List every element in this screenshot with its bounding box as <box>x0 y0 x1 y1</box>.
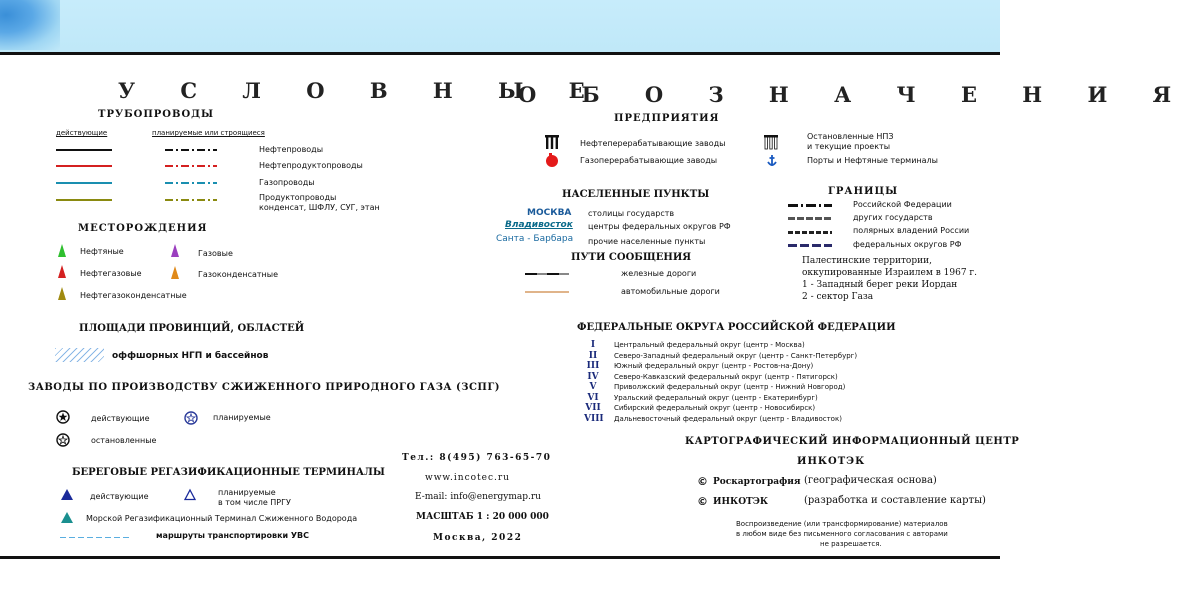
federal-district-number: VII <box>585 403 601 413</box>
oil-gas-condensate-deposit-label: Нефтегазоконденсатные <box>80 291 187 300</box>
oil-gas-deposit-label: Нефтегазовые <box>80 269 142 278</box>
product-pipeline-label: Нефтепродуктопроводы <box>259 161 363 170</box>
federal-district-border-label: федеральных округов РФ <box>853 240 962 249</box>
settlements-title: НАСЕЛЕННЫЕ ПУНКТЫ <box>562 189 710 200</box>
federal-district-label: Северо-Кавказский федеральный округ (центр - Пятигорск) <box>614 372 838 381</box>
federal-district-label: Южный федеральный округ (центр - Ростов-на-Дону) <box>614 362 814 370</box>
org1-name: Роскартография <box>713 477 801 487</box>
gas-pipeline-label: Газопроводы <box>259 178 315 187</box>
terminal-active-label: действующие <box>90 492 149 501</box>
scale: МАСШТАБ 1 : 20 000 000 <box>416 512 549 522</box>
org1-role: (географическая основа) <box>804 475 937 486</box>
routes-line <box>60 537 130 538</box>
federal-district-label: Центральный федеральный округ (центр - Москва) <box>614 341 805 349</box>
lng-stopped-icon <box>56 433 70 447</box>
federal-district-label: Дальневосточный федеральный округ (центр - Владивосток) <box>614 414 842 423</box>
bottom-border-line <box>0 556 1000 559</box>
gas-deposit-label: Газовые <box>198 249 233 258</box>
railway-label: железные дороги <box>621 269 697 278</box>
port-label: Порты и Нефтяные терминалы <box>807 156 938 165</box>
products-pipeline-planned-line <box>165 199 217 201</box>
email[interactable]: E-mail: info@energymap.ru <box>415 492 541 502</box>
deposits-title: МЕСТОРОЖДЕНИЯ <box>78 223 208 234</box>
products-pipeline-line <box>56 199 112 201</box>
lng-active-icon <box>56 410 70 424</box>
oil-pipeline-line <box>56 149 112 151</box>
copyright-icon-1: © <box>697 475 708 488</box>
railway-line <box>525 273 569 275</box>
federal-district-number: II <box>588 350 598 361</box>
terminal-planned-label: планируемые в том числе ПРГУ <box>218 488 291 507</box>
gas-pipeline-planned-line <box>165 182 217 184</box>
russia-border-label: Российской Федерации <box>853 200 952 209</box>
other-settlement-example: Санта - Барбара <box>496 234 574 244</box>
notice-line-1: Воспроизведение (или трансформирование) материалов <box>736 520 948 528</box>
palestine-line-2: оккупированные Израилем в 1967 г. <box>802 268 977 278</box>
website[interactable]: www.incotec.ru <box>425 473 510 483</box>
products-pipeline-label: Продуктопроводы конденсат, ШФЛУ, СУГ, этан <box>259 193 380 212</box>
gas-plant-icon <box>544 153 560 167</box>
routes-label: маршруты транспортировки УВС <box>156 531 310 540</box>
federal-district-number: VI <box>587 392 599 403</box>
lng-stopped-label: остановленные <box>91 436 157 445</box>
lng-title: ЗАВОДЫ ПО ПРОИЗВОДСТВУ СЖИЖЕННОГО ПРИРОДНОГО ГАЗА (ЗСПГ) <box>28 382 501 393</box>
polar-border-line <box>788 231 832 234</box>
org2-name: ИНКОТЭК <box>713 497 769 507</box>
org2-role: (разработка и составление карты) <box>804 495 986 506</box>
federal-district-number: V <box>589 382 597 392</box>
top-border-line <box>0 52 1000 55</box>
palestine-line-1: Палестинские территории, <box>802 256 932 266</box>
federal-district-label: Уральский федеральный округ (центр - Екатеринбург) <box>614 393 818 402</box>
federal-district-number: VIII <box>584 413 604 424</box>
port-anchor-icon <box>766 154 778 168</box>
federal-districts-title: ФЕДЕРАЛЬНЫЕ ОКРУГА РОССИЙСКОЙ ФЕДЕРАЦИИ <box>577 322 896 333</box>
provinces-title: ПЛОЩАДИ ПРОВИНЦИЙ, ОБЛАСТЕЙ <box>79 323 305 334</box>
center-name: ИНКОТЭК <box>797 456 866 467</box>
capital-label: столицы государств <box>588 209 675 218</box>
sea-fragment <box>0 0 60 50</box>
notice-line-3: не разрешается. <box>820 540 882 548</box>
legend-title-left: У С Л О В Н Ы Е <box>118 78 604 103</box>
gas-condensate-deposit-label: Газоконденсатные <box>198 270 278 279</box>
notice-line-2: в любом виде без письменного согласования с авторами <box>736 530 948 538</box>
terminal-active-icon <box>61 489 73 500</box>
legend-title-right: О Б О З Н А Ч Е Н И Я <box>518 82 1190 107</box>
lng-planned-label: планируемые <box>213 413 271 422</box>
offshore-hatch-swatch <box>55 348 104 362</box>
terminal-planned-icon <box>184 489 196 500</box>
product-pipeline-line <box>56 165 112 167</box>
oil-gas-condensate-deposit-icon <box>57 287 67 301</box>
road-line <box>525 291 569 293</box>
road-label: автомобильные дороги <box>621 287 720 296</box>
gas-pipeline-line <box>56 182 112 184</box>
other-settlement-label: прочие населенные пункты <box>588 237 706 246</box>
oil-deposit-icon <box>57 244 67 258</box>
palestine-line-4: 2 - сектор Газа <box>802 292 874 302</box>
terminals-title: БЕРЕГОВЫЕ РЕГАЗИФИКАЦИОННЫЕ ТЕРМИНАЛЫ <box>72 467 385 478</box>
other-states-border-label: других государств <box>853 213 933 222</box>
palestine-line-3: 1 - Западный берег реки Иордан <box>802 280 958 290</box>
federal-district-label: Приволжский федеральный округ (центр - Нижний Новгород) <box>614 383 846 391</box>
oil-pipeline-planned-line <box>165 149 217 151</box>
capital-example: МОСКВА <box>527 208 572 218</box>
product-pipeline-planned-line <box>165 165 217 167</box>
refinery-icon <box>545 135 559 149</box>
oil-gas-deposit-icon <box>57 265 67 279</box>
map-top-strip <box>0 0 1000 54</box>
hydrogen-terminal-label: Морской Регазификационный Терминал Сжиженного Водорода <box>86 514 358 523</box>
gas-plant-label: Газоперерабатывающие заводы <box>580 156 718 165</box>
copyright-icon-2: © <box>697 495 708 508</box>
oil-deposit-label: Нефтяные <box>80 247 124 256</box>
federal-district-number: III <box>586 361 600 371</box>
pipelines-col-planned: планируемые или строящиеся <box>152 129 265 137</box>
district-center-label: центры федеральных округов РФ <box>588 222 731 231</box>
offshore-label: оффшорных НГП и бассейнов <box>112 351 269 361</box>
lng-planned-icon <box>184 411 198 425</box>
polar-border-label: полярных владений России <box>853 226 970 235</box>
district-center-example: Владивосток <box>505 220 573 230</box>
oil-pipeline-label: Нефтепроводы <box>259 145 324 154</box>
federal-district-label: Сибирский федеральный округ (центр - Новосибирск) <box>614 404 816 412</box>
city-year: Москва, 2022 <box>433 533 523 543</box>
center-title: КАРТОГРАФИЧЕСКИЙ ИНФОРМАЦИОННЫЙ ЦЕНТР <box>685 436 1020 447</box>
lng-active-label: действующие <box>91 414 150 423</box>
refinery-label: Нефтеперерабатывающие заводы <box>580 139 726 148</box>
hydrogen-terminal-icon <box>61 512 73 523</box>
enterprises-title: ПРЕДПРИЯТИЯ <box>614 113 720 124</box>
stopped-refinery-label: Остановленные НПЗ и текущие проекты <box>807 132 894 151</box>
gas-deposit-icon <box>170 244 180 258</box>
routes-title: ПУТИ СООБЩЕНИЯ <box>571 252 692 263</box>
borders-title: ГРАНИЦЫ <box>828 186 899 197</box>
federal-district-label: Северо-Западный федеральный округ (центр - Санкт-Петербург) <box>614 351 858 360</box>
pipelines-title: ТРУБОПРОВОДЫ <box>98 109 215 120</box>
gas-condensate-deposit-icon <box>170 266 180 280</box>
federal-district-number: IV <box>587 371 599 382</box>
phone: Тел.: 8(495) 763-65-70 <box>402 453 552 463</box>
russia-border-line <box>788 204 832 207</box>
federal-district-number: I <box>590 340 596 350</box>
pipelines-col-active: действующие <box>56 129 108 137</box>
federal-district-border-line <box>788 244 832 247</box>
stopped-refinery-icon <box>764 135 778 149</box>
other-states-border-line <box>788 217 832 220</box>
